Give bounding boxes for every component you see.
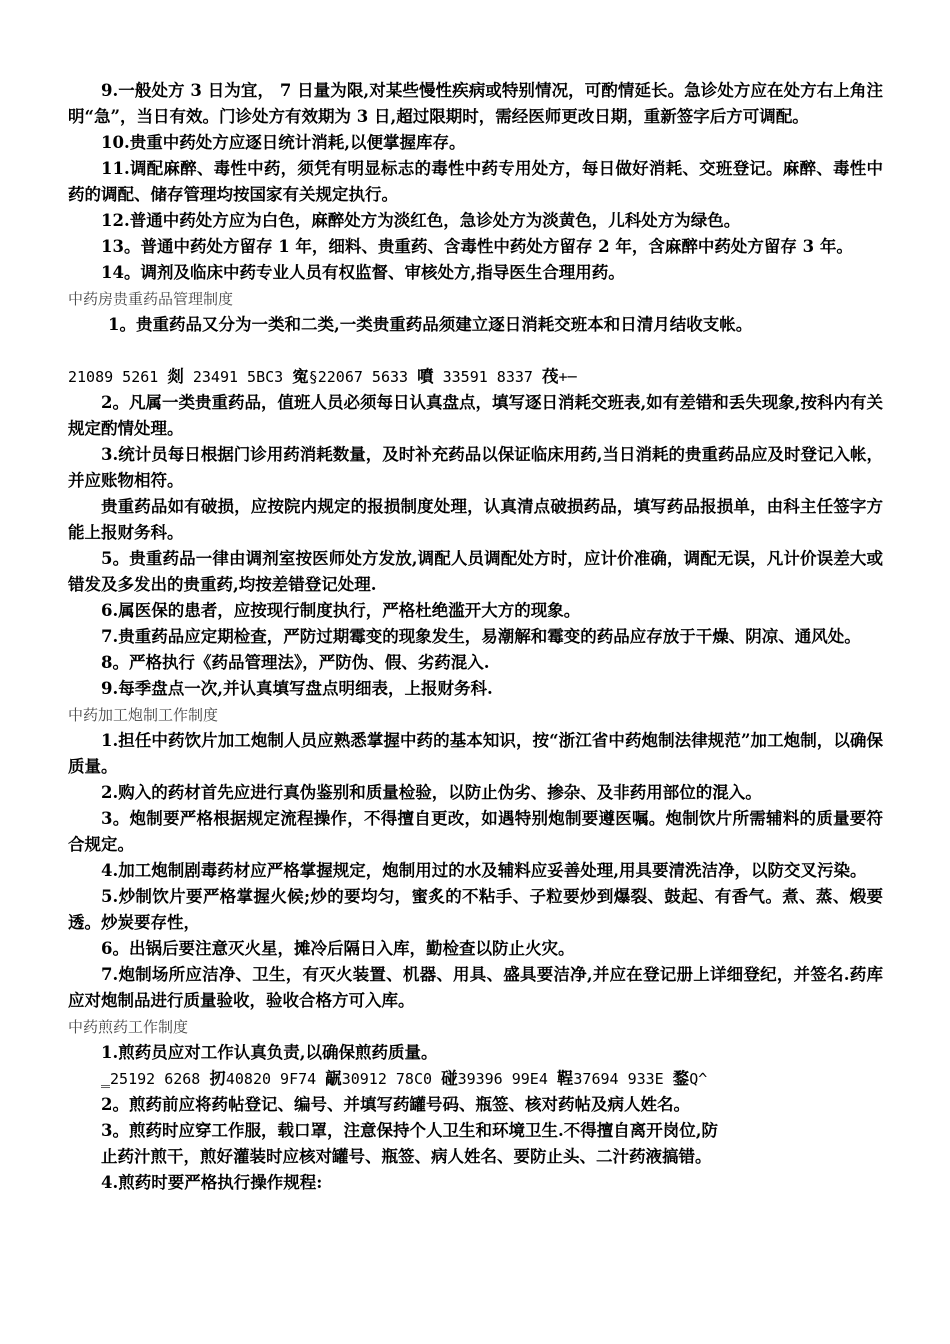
document-page: [68, 78, 883, 1196]
valuable-rule-3: 3.统计员每日根据门诊用药消耗数量，及时补充药品以保证临床用药,当日消耗的贵重药品应及时登记入帐，并应账物相符。: [68, 445, 883, 490]
rule-11: 11.调配麻醉、毒性中药，须凭有明显标志的毒性中药专用处方，每日做好消耗、交班登记。麻醉、毒性中药的调配、储存管理均按国家有关规定执行。: [68, 159, 883, 204]
section-heading-processing: 中药加工炮制工作制度: [68, 706, 219, 724]
rule-13: 13。普通中药处方留存 1 年，细料、贵重药、含毒性中药处方留存 2 年，含麻醉中药处方留存 3 年。: [101, 237, 853, 256]
valuable-rule-2: 2。凡属一类贵重药品，值班人员必须每日认真盘点，填写逐日消耗交班表,如有差错和丢失现象,按科内有关规定酌情处理。: [68, 393, 883, 438]
section-heading-valuable-drugs: 中药房贵重药品管理制度: [68, 290, 234, 308]
valuable-rule-8: 8。严格执行《药品管理法》，严防伪、假、劣药混入.: [101, 653, 490, 672]
garbled-code-line-1: 21089 5261 剡 23491 5BC3 寃§22067 5633 噴 33591 8337 茷+─: [68, 367, 577, 386]
rule-9: 9.一般处方 3 日为宜， 7 日量为限,对某些慢性疾病或特别情况，可酌情延长。急诊处方应在处方右上角注明“急”，当日有效。门诊处方有效期为 3 日,超过限期时，需经医师更改日期，重新签字后方可调配。: [68, 81, 883, 126]
decoction-rule-2: 2。煎药前应将药帖登记、编号、并填写药罐号码、瓶签、核对药帖及病人姓名。: [101, 1095, 690, 1114]
section-heading-decoction: 中药煎药工作制度: [68, 1018, 189, 1036]
processing-rule-1: 1.担任中药饮片加工炮制人员应熟悉掌握中药的基本知识，按“浙江省中药炮制法律规范”加工炮制，以确保质量。: [68, 731, 883, 776]
processing-rule-4: 4.加工炮制剧毒药材应严格掌握规定，炮制用过的水及辅料应妥善处理,用具要清洗洁净，以防交叉污染。: [101, 861, 867, 880]
decoction-rule-3a: 3。煎药时应穿工作服，载口罩，注意保持个人卫生和环境卫生.不得擅自离开岗位,防: [101, 1121, 718, 1140]
processing-rule-6: 6。出锅后要注意灭火星，摊冷后隔日入库，勤检查以防止火灾。: [101, 939, 575, 958]
valuable-rule-5: 5。贵重药品一律由调剂室按医师处方发放,调配人员调配处方时，应计价准确，调配无误，凡计价误差大或错发及多发出的贵重药,均按差错登记处理.: [68, 549, 883, 594]
decoction-rule-4: 4.煎药时要严格执行操作规程:: [101, 1173, 323, 1192]
rule-14: 14。调剂及临床中药专业人员有权监督、审核处方,指导医生合理用药。: [101, 263, 625, 282]
rule-10: 10.贵重中药处方应逐日统计消耗,以便掌握库存。: [101, 133, 466, 152]
spacer: [68, 338, 883, 364]
valuable-rule-4: 贵重药品如有破损，应按院内规定的报损制度处理，认真清点破损药品，填写药品报损单，由科主任签字方能上报财务科。: [68, 497, 883, 542]
decoction-rule-3b: 止药汁煎干，煎好灌装时应核对罐号、瓶签、病人姓名、要防止头、二汁药液搞错。: [101, 1147, 712, 1166]
processing-rule-3: 3。炮制要严格根据规定流程操作，不得擅自更改，如遇特别炮制要遵医嘱。炮制饮片所需辅料的质量要符合规定。: [68, 809, 883, 854]
valuable-rule-7: 7.贵重药品应定期检查，严防过期霉变的现象发生，易潮解和霉变的药品应存放于干燥、阴凉、通风处。: [101, 627, 861, 646]
processing-rule-2: 2.购入的药材首先应进行真伪鉴别和质量检验，以防止伪劣、掺杂、及非药用部位的混入。: [101, 783, 762, 802]
processing-rule-5: 5.炒制饮片要严格掌握火候;炒的要均匀，蜜炙的不粘手、子粒要炒到爆裂、鼓起、有香气。煮、蒸、煅要透。炒炭要存性，: [68, 887, 883, 932]
rule-12: 12.普通中药处方应为白色，麻醉处方为淡红色，急诊处方为淡黄色，儿科处方为绿色。: [101, 211, 741, 230]
processing-rule-7: 7.炮制场所应洁净、卫生，有灭火装置、机器、用具、盛具要洁净,并应在登记册上详细登纪，并签名.药库应对炮制品进行质量验收，验收合格方可入库。: [68, 965, 883, 1010]
garbled-code-line-2: ‗25192 6268 扨40820 9F74 髛30912 78C0 碰39396 99E4 鞓37694 933E 鍪Q^: [101, 1069, 708, 1088]
valuable-rule-1: 1。贵重药品又分为一类和二类,一类贵重药品须建立逐日消耗交班本和日清月结收支帐。: [108, 315, 753, 334]
valuable-rule-9: 9.每季盘点一次,并认真填写盘点明细表，上报财务科.: [101, 679, 493, 698]
valuable-rule-6: 6.属医保的患者，应按现行制度执行，严格杜绝滥开大方的现象。: [101, 601, 581, 620]
decoction-rule-1: 1.煎药员应对工作认真负责,以确保煎药质量。: [101, 1043, 438, 1062]
